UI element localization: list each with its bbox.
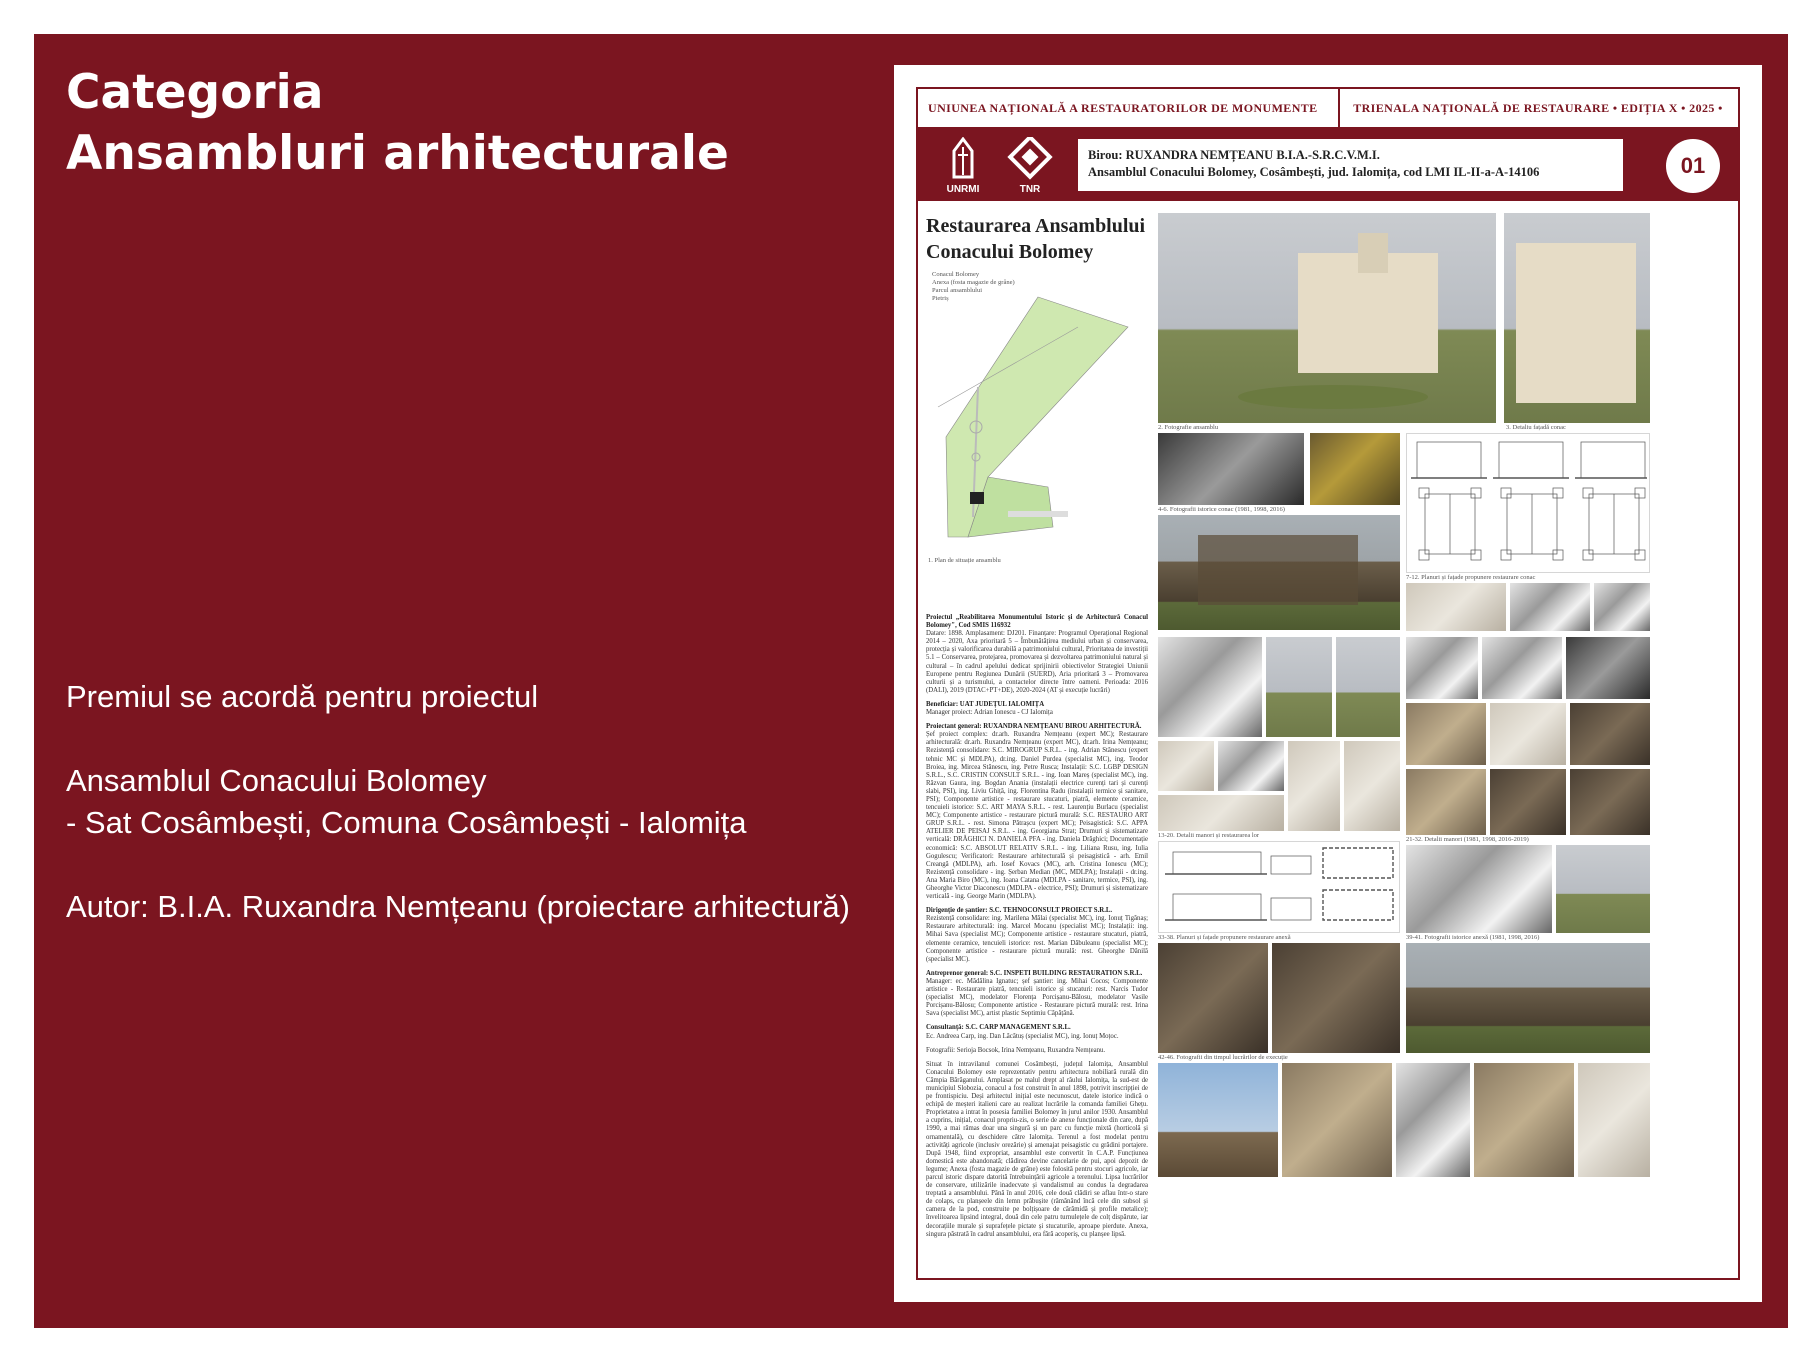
photo-detail xyxy=(1482,637,1562,699)
site-plan-drawing xyxy=(928,287,1134,555)
drawings-conac xyxy=(1406,433,1650,573)
office-name: Birou: RUXANDRA NEMȚEANU B.I.A.-S.R.C.V.M.I. xyxy=(1088,148,1380,162)
text-block: Beneficiar: UAT JUDEȚUL IALOMIȚA Manager proiect: Adrian Ionescu - CJ Ialomița xyxy=(926,700,1053,717)
photo-detail xyxy=(1406,583,1506,631)
project-location: - Sat Cosâmbești, Comuna Cosâmbești - Ialomița xyxy=(66,805,747,840)
poster-number: 01 xyxy=(1666,139,1720,193)
category-title-line1: Categoria xyxy=(66,65,324,120)
photo-detail xyxy=(1490,769,1566,835)
poster-title-line2: Conacului Bolomey xyxy=(926,241,1094,263)
photo-detail xyxy=(1490,703,1566,765)
award-description xyxy=(66,676,850,928)
photo-ornament xyxy=(1158,741,1214,791)
photo-detail xyxy=(1510,583,1590,631)
text-block: Consultanță: S.C. CARP MANAGEMENT S.R.L. Ec. Andreea Carp, ing. Dan Lăcătuș (specialist MC), ing. Ionuț Moțoc. xyxy=(926,1024,1119,1040)
photo-ensemble xyxy=(1158,213,1496,423)
photo-execution xyxy=(1578,1063,1650,1177)
poster-title-line1: Restaurarea Ansamblului xyxy=(926,215,1146,237)
text-block: Proiectant general: RUXANDRA NEMȚEANU BIROU ARHITECTURĂ. Șef proiect complex: dr.arh. Ruxandra Nemțeanu (expert MC); Restaurare arhitecturală: dr.arh. Ruxandra Nemțeanu (expert MC), dr.arh. Irina Nemțeanu; Rezistență consolidare: S.C. MIROGRUP S.R.L. - ing. Adrian Stănescu (expert tehnic MC și MDLPA), dr.ing. Daniel Purdea (specialist MC), ing. Teodor Broiea, ing. Mircea Stănescu, ing. Petre Rusca; Instalații: S.C. LGBP DESIGN S.R.L., S.C. CRISTIN CONSULT S.R.L. - ing. Ioan Mareș (specialist MC), ing. Răzvan Gaura, ing. Bogdan Anania (instalații electrice curenți tari și curenți slabi, PSI), ing. Liviu Ghiță, ing. Florentina Radu (instalații termice și sanitare, PSI); Componente artistice - restaurare stucaturi, piatră, elemente ceramice, tencuieli istorice: S.C. ART MAYA S.R.L. - rest. Laurențiu Burlacu (specialist MC); Componente artistice - restaurare pictură murală: S.C. RESTAURO ART GRUP S.R.L. - rest. Simona Pătrașcu (expert MC); Peisagistică: S.C. APPA ATELIER DE PEISAJ S.R.L. - ing. Georgiana Strat; Drumuri și sistematizare verticală: DRĂGHICI N. DANIELA PFA - ing. Daniela Drăghici; Documentație economică: S.C. ABSOLUT RELATIV S.R.L. - ing. Liliana Rusu, ing. Iulia Gogulescu; Verificatori: Restaurare arhitecturală și peisagistică - arh. Emil Creangă (MDLPA), arh. Iosef Kovacs (MC), arh. Cristina Ionescu (MC); Rezistență consolidare - ing. Șerban Median (MC, MDLPA); Instalații - dr.ing. Ana Maria Biro (MC), ing. Ioana Catana (MDLPA - sanitare, termice, PSI), ing. Gheorghe Victor Diaconescu (MDLPA - electrice, PSI); Drumuri și sistematizare verticală - ing. George Marin (MDLPA). xyxy=(926,723,1148,901)
photo-historic-2 xyxy=(1310,433,1400,505)
unrmi-logo xyxy=(936,137,990,193)
unrmi-logo-text: UNRMI xyxy=(946,184,980,195)
tnr-logo xyxy=(1002,137,1058,193)
photo-execution xyxy=(1474,1063,1574,1177)
photo-tower-detail xyxy=(1158,637,1262,737)
photo-detail xyxy=(1406,637,1478,699)
poster-header xyxy=(918,89,1738,129)
monument-info: Ansamblul Conacului Bolomey, Cosâmbești, jud. Ialomița, cod LMI IL-II-a-A-14106 xyxy=(1088,165,1540,179)
project-poster xyxy=(894,65,1762,1302)
category-title xyxy=(66,62,729,184)
photo-execution xyxy=(1282,1063,1392,1177)
photo-tower-detail xyxy=(1266,637,1332,737)
photo-detail xyxy=(1406,769,1486,835)
photo-detail xyxy=(1566,637,1650,699)
caption-7: 7-12. Planuri și fațade propunere restaurare conac xyxy=(1406,574,1536,581)
award-intro: Premiul se acordă pentru proiectul xyxy=(66,679,539,714)
legend-item: Conacul Bolomey xyxy=(932,271,980,278)
tnr-logo-icon xyxy=(1002,137,1058,181)
photo-ornament xyxy=(1344,741,1400,831)
photo-tower-detail xyxy=(1336,637,1400,737)
photo-ornament xyxy=(1158,795,1284,831)
category-title-line2: Ansambluri arhitecturale xyxy=(66,126,729,181)
photo-execution xyxy=(1396,1063,1470,1177)
caption-3: 3. Detaliu fațadă conac xyxy=(1506,424,1566,431)
caption-1: 1. Plan de situație ansamblu xyxy=(928,557,1001,564)
photo-execution xyxy=(1158,943,1268,1053)
caption-39: 39-41. Fotografii istorice anexă (1981, 1998, 2016) xyxy=(1406,934,1540,941)
photo-annex-historic xyxy=(1406,845,1552,933)
photo-execution xyxy=(1406,943,1650,1053)
caption-4: 4-6. Fotografii istorice conac (1981, 1998, 2016) xyxy=(1158,506,1285,513)
poster-header-left: UNIUNEA NAȚIONALĂ A RESTAURATORILOR DE MONUMENTE xyxy=(928,101,1318,115)
text-block: Proiectul „Reabilitarea Monumentului Istoric și de Arhitectură Conacul Bolomey", Cod SMIS 116932 Datare: 1898. Amplasament: DJ201. Finanțare: Programul Operațional Regional 2014 – 2020, Axa prioritară 5 – Îmbunătățirea mediului urban și conservarea, protecția și valorificarea durabilă a patrimoniului cultural, Prioritatea de investiții 5.1 – Conservarea, protejarea, promovarea și dezvoltarea patrimoniului natural și cultural – în cadrul apelului dedicat sprijinirii obiectivelor Strategiei Uniunii Europene pentru Regiunea Dunării (SUERD), Aria prioritară 3 – Promovarea culturii și a turismului, a contactelor directe între oameni. Perioada: 2016 (DALI), 2019 (DTAC+PT+DE), 2020-2024 (AT și execuție lucrări) xyxy=(926,614,1148,694)
poster-title xyxy=(926,213,1145,265)
photo-facade-detail xyxy=(1504,213,1650,423)
text-block: Dirigenție de șantier: S.C. TEHNOCONSULT PROIECT S.R.L. Rezistență consolidare: ing. Marilena Mălai (specialist MC), ing. Ionuț Tigănaș; Restaurare arhitecturală: ing. Marcel Mocanu (specialist MC); Instalații: ing. Mihai Sava (specialist MC); Componente artistice - restaurare stucaturi, piatră, elemente ceramice, tencuieli istorice: rest. Marian Dăbuleanu (specialist MC); Componente artistice - restaurare pictură murală: rest. Gheorghe Dănilă (specialist MC). xyxy=(926,907,1148,963)
slide xyxy=(34,34,1788,1328)
photo-annex-historic xyxy=(1556,845,1650,933)
caption-21: 21-32. Detalii manori (1981, 1998, 2016-2019) xyxy=(1406,836,1529,843)
caption-13: 13-20. Detalii manori și restaurarea lor xyxy=(1158,832,1260,839)
legend-item: Anexa (fosta magazie de grâne) xyxy=(932,279,1015,286)
tnr-logo-text: TNR xyxy=(1019,184,1041,195)
project-author: Autor: B.I.A. Ruxandra Nemțeanu (proiectare arhitectură) xyxy=(66,889,850,924)
caption-42: 42-46. Fotografii din timpul lucrărilor de execuție xyxy=(1158,1054,1288,1061)
photo-ornament xyxy=(1288,741,1340,831)
photo-detail xyxy=(1570,769,1650,835)
text-block: Antreprenor general: S.C. INSPETI BUILDING RESTAURATION S.R.L. Manager: ec. Mădălina Ignatuc; șef șantier: ing. Mihai Cocos; Componente artistice - Restaurare piatră, tencuieli istorice și stucaturi: rest. Narcis Tudor (specialist MC), modelator Florența Porcișanu-Bălosu, modelator Vasile Porcișanu-Bălosu; Componente artistice - Restaurare pictură murală: rest. Irina Sava (specialist MC), artist plastic Septimiu Căpățână. xyxy=(926,969,1148,1018)
photo-historic-1 xyxy=(1158,433,1304,505)
photo-detail xyxy=(1406,703,1486,765)
photo-ornament xyxy=(1218,741,1284,791)
project-name: Ansamblul Conacului Bolomey xyxy=(66,763,487,798)
caption-33: 33-38. Planuri și fațade propunere restaurare anexă xyxy=(1158,934,1291,941)
project-text xyxy=(926,614,1148,1264)
poster-banner xyxy=(918,129,1738,201)
legend-item: Parcul ansamblului xyxy=(932,287,983,294)
caption-2: 2. Fotografie ansamblu xyxy=(1158,424,1219,431)
unrmi-logo-icon xyxy=(936,137,990,181)
photo-detail xyxy=(1594,583,1650,631)
photo-execution xyxy=(1158,1063,1278,1177)
text-block: Situat în intravilanul comunei Cosâmbești, județul Ialomița, Ansamblul Conacului Bolomey este reprezentativ pentru arhitectura nobiliară rurală din Câmpia Bărăganului. Amplasat pe malul drept al râului Ialomița, la sud-est de municipiul Slobozia, conacul a fost construit în anul 1898, potrivit inscripției de pe frontispiciu. Deși arhitectul inițial este necunoscut, datele istorice indică o echipă de meșteri italieni care au realizat lucrările la comanda familiei Ghețu. Proprietatea a intrat în posesia familiei Bolomey în jurul anilor 1930. Ansamblul a cuprins, inițial, conacul propriu-zis, o serie de anexe funcționale din care, după 1990, a mai rămas doar una singură și un parc cu funcție mixtă (horticolă și ornamentală), cu deschidere către Ialomița. Terenul a fost modelat pentru activități agricole (inclusiv orezărie) și amenajat peisagistic cu grădini portajere. După 1948, fiind expropriat, ansamblul este convertit în C.A.P. Funcțiunea domestică este abandonată; clădirea devine cancelarie de pui, apoi depozit de legume; Anexa (fosta magazie de grâne) este folosită pentru stocuri agricole, iar parcul istoric dispare datorită întrebuințării agricole a terenului. Lipsa lucrărilor de conservare, utilizările inadecvate și vandalismul au condus la degradarea treptată a ansamblului. Până în anul 2016, cele două clădiri se aflau într-o stare de colaps, cu planșeele din lemn prăbușite (rămânând încă cele din subsol și camera de la pod, construite pe bolțișoare de cărămidă și profile metalice); învelitoarea lipsind integral, două din cele patru turnulețele de colț dispărute, iar decorațiile murale și suprafețele pictate și stucaturile, aproape pierdute. Anexa, singura păstrată în cadrul ansamblului, era fără acoperiș, cu planșee lipsă. xyxy=(926,1060,1148,1238)
poster-header-right: TRIENALA NAȚIONALĂ DE RESTAURARE • EDIȚIA X • 2025 • xyxy=(1338,89,1736,127)
text-block: Fotografii: Serioja Bocsok, Irina Nemțeanu, Ruxandra Nemțeanu. xyxy=(926,1046,1106,1054)
photo-execution xyxy=(1272,943,1400,1053)
drawings-annex xyxy=(1158,841,1400,933)
office-info xyxy=(1078,139,1623,191)
photo-historic-3 xyxy=(1158,515,1400,630)
photo-detail xyxy=(1570,703,1650,765)
legend-item: Pietriș xyxy=(932,295,949,302)
